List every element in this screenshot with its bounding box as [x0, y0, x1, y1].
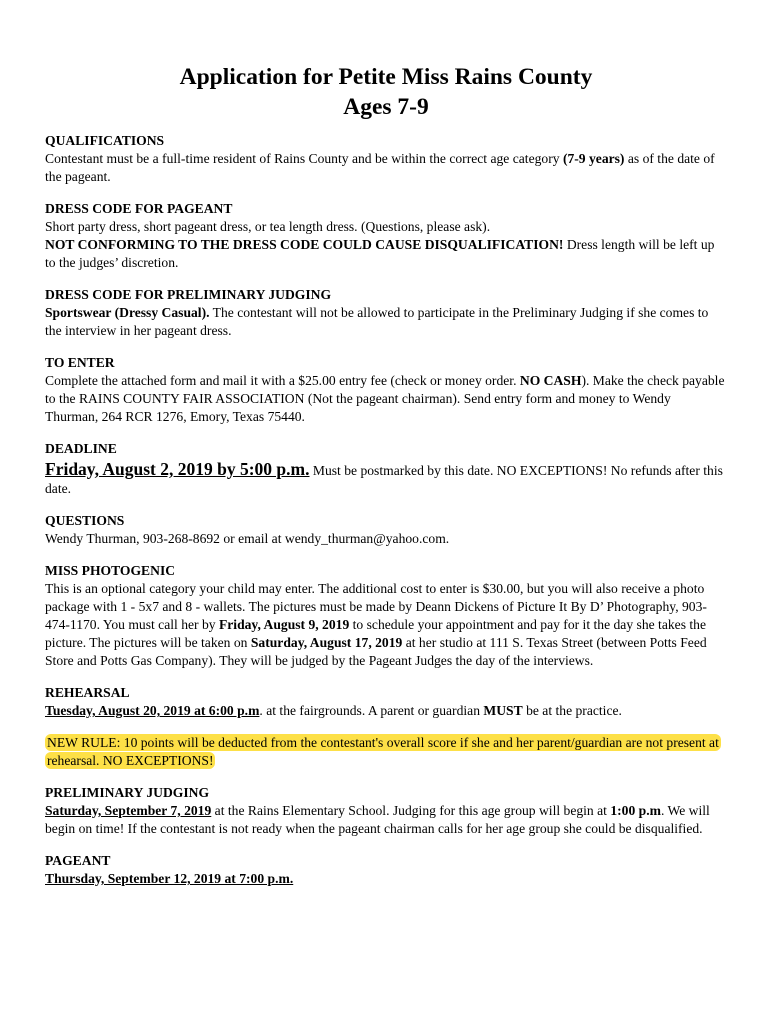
photogenic-text-1: This is an optional category your child may enter. The additional cost to enter is $30.00, but you will also receive a photo package with 1 - 5x7 and 8 - wallets. The pictures must be made by Deann Dickens of Picture It By D’ Photography, 903-474-1170. You must call her by	[45, 581, 707, 632]
qualifications-text-2: as of the date of the pageant.	[45, 151, 715, 184]
dress-code-prelim-text: The contestant will not be allowed to participate in the Preliminary Judging if she comes to the interview in her pageant dress.	[45, 305, 709, 338]
pageant-section	[45, 852, 727, 888]
rehearsal-section	[45, 684, 727, 770]
preliminary-judging-heading: PRELIMINARY JUDGING	[45, 785, 210, 800]
rehearsal-heading: REHEARSAL	[45, 685, 130, 700]
dress-code-pageant-section	[45, 200, 727, 272]
to-enter-text-1: Complete the attached form and mail it with a $25.00 entry fee (check or money order.	[45, 373, 520, 388]
deadline-body	[45, 458, 727, 498]
page-title	[45, 62, 727, 122]
qualifications-body	[45, 150, 727, 186]
photogenic-call-date: Friday, August 9, 2019	[218, 617, 350, 632]
judging-start-time: 1:00 p.m	[610, 803, 661, 818]
dress-code-pageant-heading: DRESS CODE FOR PAGEANT	[45, 201, 233, 216]
rehearsal-body	[45, 702, 727, 720]
new-rule-highlight: NEW RULE: 10 points will be deducted from the contestant's overall score if she and her parent/guardian are not present at rehearsal. NO EXCEPTIONS!	[47, 735, 719, 768]
dress-code-pageant-body	[45, 236, 727, 272]
photogenic-text-2: to schedule your appointment and pay for it the day she takes the picture. The pictures will be taken on	[45, 617, 706, 650]
age-category: (7-9 years)	[562, 151, 625, 166]
no-cash-label: NO CASH	[519, 373, 582, 388]
questions-heading: QUESTIONS	[45, 513, 125, 528]
qualifications-heading: QUALIFICATIONS	[45, 133, 165, 148]
document-page	[45, 62, 727, 902]
to-enter-section	[45, 354, 727, 426]
photogenic-text-3: at her studio at 111 S. Texas Street (between Potts Feed Store and Potts Gas Company). They will be judged by the Pageant Judges the day of the interviews.	[45, 635, 707, 668]
questions-section	[45, 512, 727, 548]
rehearsal-text-1: . at the fairgrounds. A parent or guardian	[259, 703, 484, 718]
sportswear-label: Sportswear (Dressy Casual).	[45, 305, 210, 320]
title-line-2: Ages 7-9	[343, 94, 429, 120]
preliminary-judging-text-1: at the Rains Elementary School. Judging for this age group will begin at	[211, 803, 611, 818]
dress-length-note: Dress length will be left up to the judges’ discretion.	[45, 237, 715, 270]
preliminary-judging-body	[45, 802, 727, 838]
must-label: MUST	[483, 703, 523, 718]
questions-contact: Wendy Thurman, 903-268-8692 or email at wendy_thurman@yahoo.com.	[45, 531, 450, 546]
miss-photogenic-body	[45, 580, 727, 670]
dress-code-prelim-heading: DRESS CODE FOR PRELIMINARY JUDGING	[45, 287, 332, 302]
deadline-heading: DEADLINE	[45, 441, 117, 456]
rehearsal-text-2: be at the practice.	[522, 703, 622, 718]
rehearsal-date: Tuesday, August 20, 2019 at 6:00 p.m	[45, 703, 260, 718]
to-enter-body	[45, 372, 727, 426]
preliminary-judging-date: Saturday, September 7, 2019	[45, 803, 212, 818]
title-line-1: Application for Petite Miss Rains County	[179, 64, 593, 90]
miss-photogenic-heading: MISS PHOTOGENIC	[45, 563, 176, 578]
to-enter-text-2: ). Make the check payable to the RAINS COUNTY FAIR ASSOCIATION (Not the pageant chairman). Send entry form and money to Wendy Thurman, 264 RCR 1276, Emory, Texas 75440.	[45, 373, 725, 424]
pageant-date: Thursday, September 12, 2019 at 7:00 p.m.	[45, 871, 294, 886]
qualifications-section	[45, 132, 727, 186]
new-rule-block	[45, 734, 727, 770]
deadline-date: Friday, August 2, 2019 by 5:00 p.m.	[45, 459, 310, 479]
photogenic-photo-date: Saturday, August 17, 2019	[250, 635, 403, 650]
pageant-body	[45, 870, 727, 888]
dress-code-prelim-body	[45, 304, 727, 340]
dress-code-prelim-section	[45, 286, 727, 340]
preliminary-judging-text-2: . We will begin on time! If the contestant is not ready when the pageant chairman calls for her age group she could be disqualified.	[45, 803, 710, 836]
miss-photogenic-section	[45, 562, 727, 670]
deadline-section	[45, 440, 727, 498]
qualifications-text-1: Contestant must be a full-time resident of Rains County and be within the correct age category	[45, 151, 563, 166]
preliminary-judging-section	[45, 784, 727, 838]
dress-code-pageant-line-1: Short party dress, short pageant dress, or tea length dress. (Questions, please ask).	[45, 219, 491, 234]
deadline-text: Must be postmarked by this date. NO EXCEPTIONS! No refunds after this date.	[45, 463, 723, 496]
pageant-heading: PAGEANT	[45, 853, 111, 868]
disqualification-warning: NOT CONFORMING TO THE DRESS CODE COULD CAUSE DISQUALIFICATION!	[45, 237, 564, 252]
to-enter-heading: TO ENTER	[45, 355, 115, 370]
